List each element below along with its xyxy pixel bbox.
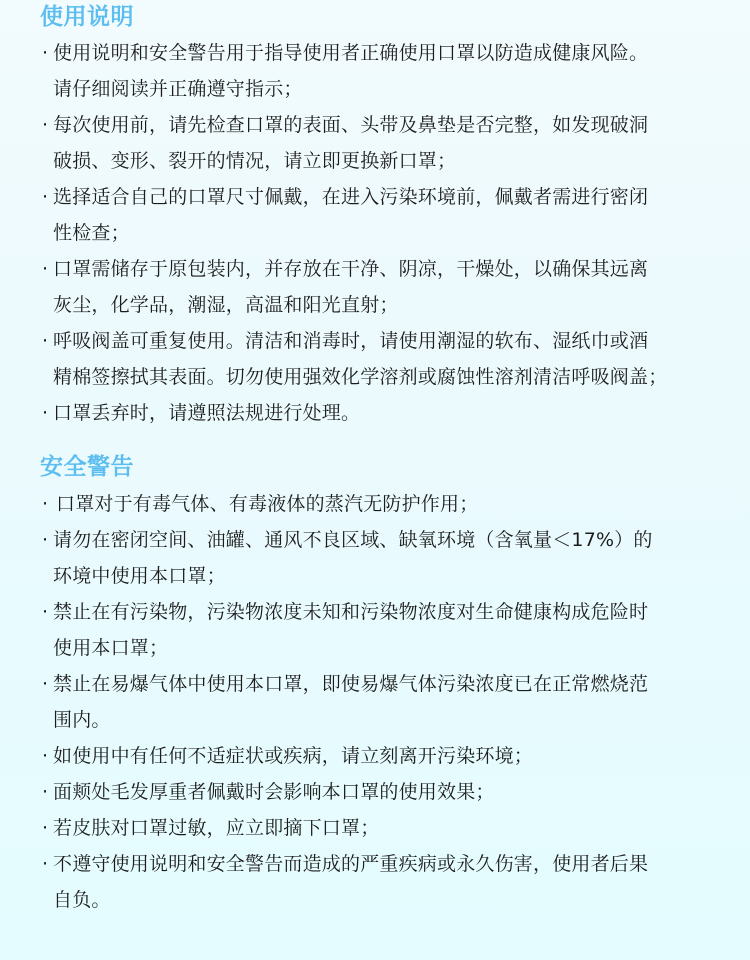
item-text-line: 选择适合自己的口罩尺寸佩戴，在进入污染环境前，佩戴者需进行密闭 <box>53 186 649 208</box>
bullet-dot: · <box>41 258 49 280</box>
warning-item-4 <box>38 666 738 738</box>
item-text-line: 禁止在有污染物，污染物浓度未知和污染物浓度对生命健康构成危险时 <box>53 601 649 623</box>
item-text-line: 精棉签擦拭其表面。切勿使用强效化学溶剂或腐蚀性溶剂清洁呼吸阀盖； <box>53 366 668 388</box>
bullet-dot: · <box>41 673 49 695</box>
bullet-dot: · <box>41 493 49 515</box>
usage-item-5 <box>38 323 738 395</box>
usage-item-3 <box>38 179 738 251</box>
bullet-dot: · <box>41 781 49 803</box>
warning-item-6 <box>38 774 738 810</box>
item-text-line: 若皮肤对口罩过敏，应立即摘下口罩； <box>53 817 380 839</box>
item-text-line: 不遵守使用说明和安全警告而造成的严重疾病或永久伤害，使用者后果 <box>53 853 649 875</box>
item-text-line: 围内。 <box>53 709 111 731</box>
warning-item-7 <box>38 810 738 846</box>
item-text-line: 破损、变形、裂开的情况，请立即更换新口罩； <box>53 150 457 172</box>
bullet-dot: · <box>41 42 49 64</box>
item-text-line: 使用说明和安全警告用于指导使用者正确使用口罩以防造成健康风险。 <box>53 42 649 64</box>
item-text-line: 自负。 <box>53 889 111 911</box>
usage-item-1 <box>38 35 738 107</box>
usage-item-6 <box>38 395 738 431</box>
item-text-line: 口罩需储存于原包装内，并存放在干净、阴凉，干燥处，以确保其远离 <box>53 258 649 280</box>
warning-item-3 <box>38 594 738 666</box>
item-text-line: 口罩丢弃时，请遵照法规进行处理。 <box>53 402 361 424</box>
safety-warnings-heading: 安全警告 <box>40 454 134 480</box>
item-text-line: 请勿在密闭空间、油罐、通风不良区域、缺氧环境（含氧量＜17%）的 <box>53 529 653 551</box>
bullet-dot: · <box>41 330 49 352</box>
warning-item-1 <box>38 486 738 522</box>
bullet-dot: · <box>41 745 49 767</box>
bullet-dot: · <box>41 529 49 551</box>
usage-instructions-heading: 使用说明 <box>40 4 134 30</box>
bullet-dot: · <box>41 402 49 424</box>
warning-item-5 <box>38 738 738 774</box>
bullet-dot: · <box>41 186 49 208</box>
item-text-line: 请仔细阅读并正确遵守指示； <box>53 78 303 100</box>
item-text-line: 如使用中有任何不适症状或疾病，请立刻离开污染环境； <box>53 745 534 767</box>
usage-item-2 <box>38 107 738 179</box>
warning-item-8 <box>38 846 738 918</box>
item-text-line: 性检查； <box>53 222 130 244</box>
item-text-line: 面颊处毛发厚重者佩戴时会影响本口罩的使用效果； <box>53 781 495 803</box>
bullet-dot: · <box>41 853 49 875</box>
usage-item-4 <box>38 251 738 323</box>
bullet-dot: · <box>41 114 49 136</box>
bullet-dot: · <box>41 601 49 623</box>
item-text-line: 环境中使用本口罩； <box>53 565 226 587</box>
item-text-line: 口罩对于有毒气体、有毒液体的蒸汽无防护作用； <box>56 493 479 515</box>
bullet-dot: · <box>41 817 49 839</box>
item-text-line: 呼吸阀盖可重复使用。清洁和消毒时，请使用潮湿的软布、湿纸巾或酒 <box>53 330 649 352</box>
item-text-line: 灰尘，化学品，潮湿，高温和阳光直射； <box>53 294 399 316</box>
item-text-line: 使用本口罩； <box>53 637 169 659</box>
warning-item-2 <box>38 522 738 594</box>
item-text-line: 禁止在易爆气体中使用本口罩，即使易爆气体污染浓度已在正常燃烧范 <box>53 673 649 695</box>
item-text-line: 每次使用前，请先检查口罩的表面、头带及鼻垫是否完整，如发现破洞 <box>53 114 649 136</box>
